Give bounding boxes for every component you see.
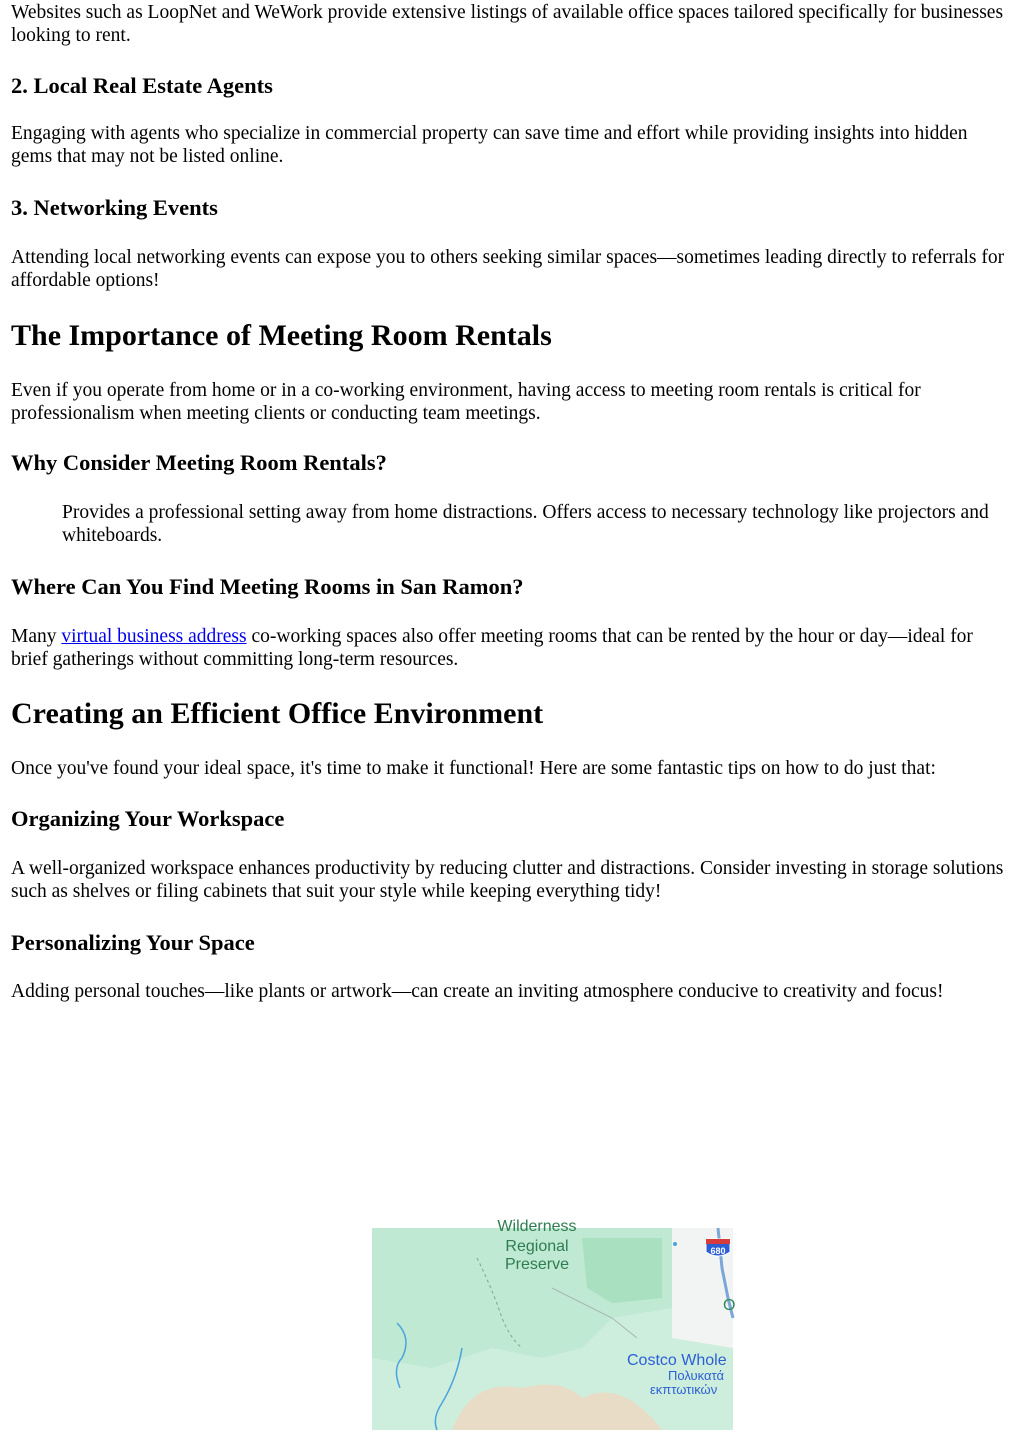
intro-paragraph: Websites such as LoopNet and WeWork provide extensive listings of available office spaces tailored specifically for businesses looking to rent. — [11, 2, 1004, 46]
heading-local-real-estate-agents: 2. Local Real Estate Agents — [11, 73, 273, 98]
embedded-map[interactable] — [372, 1218, 736, 1430]
paragraph-personalizing-space: Adding personal touches—like plants or artwork—can create an inviting atmosphere conducive to creativity and focus! — [11, 981, 944, 1002]
highway-shield-icon — [706, 1239, 730, 1256]
map-label-regional: Regional — [505, 1238, 569, 1255]
paragraph-organizing-workspace: A well-organized workspace enhances productivity by reducing clutter and distractions. Consider investing in storage solutions such as shelves or filing cabinets that suit your style while keeping everything tidy! — [11, 858, 1004, 902]
text-before-link: Many — [11, 626, 62, 647]
paragraph-local-agents: Engaging with agents who specialize in commercial property can save time and effort while providing insights into hidden gems that may not be listed online. — [11, 123, 968, 167]
paragraph-meeting-rooms: Even if you operate from home or in a co-working environment, having access to meeting room rentals is critical for professionalism when meeting clients or conducting team meetings. — [11, 380, 921, 424]
paragraph-networking: Attending local networking events can expose you to others seeking similar spaces—sometimes leading directly to referrals for affordable options! — [11, 247, 1005, 291]
heading-organizing-workspace: Organizing Your Workspace — [11, 806, 285, 831]
paragraph-efficient-office: Once you've found your ideal space, it's time to make it functional! Here are some fantastic tips on how to do just that: — [11, 758, 936, 779]
heading-why-meeting-rooms: Why Consider Meeting Room Rentals? — [11, 450, 387, 475]
map-water-point — [673, 1242, 677, 1246]
heading-personalizing-space: Personalizing Your Space — [11, 930, 255, 955]
blockquote-meeting-benefits: Provides a professional setting away from home distractions. Offers access to necessary technology like projectors and whiteboards. — [62, 502, 989, 546]
heading-meeting-room-rentals: The Importance of Meeting Room Rentals — [11, 319, 552, 352]
virtual-business-address-link[interactable]: virtual business address — [61, 626, 247, 647]
paragraph-where-meeting-rooms — [11, 625, 1011, 671]
map-label-greek-1: Πολυκατά — [668, 1368, 724, 1383]
map-label-costco: Costco Whole — [627, 1352, 727, 1369]
map-label-wilderness: Wilderness — [497, 1218, 577, 1235]
heading-networking-events: 3. Networking Events — [11, 195, 218, 220]
map-label-greek-2: εκπτωτικών — [650, 1382, 718, 1397]
text-after-link: co-working spaces also offer meeting rooms that can be rented by the hour or day—ideal for brief gatherings without committing long-term resources. — [11, 626, 973, 670]
heading-efficient-office: Creating an Efficient Office Environment — [11, 697, 544, 730]
map-label-partial-o: O — [723, 1297, 736, 1314]
highway-number: 680 — [710, 1246, 726, 1256]
heading-where-meeting-rooms: Where Can You Find Meeting Rooms in San Ramon? — [11, 574, 524, 599]
map-canvas — [372, 1218, 736, 1430]
map-label-preserve: Preserve — [504, 1256, 570, 1273]
